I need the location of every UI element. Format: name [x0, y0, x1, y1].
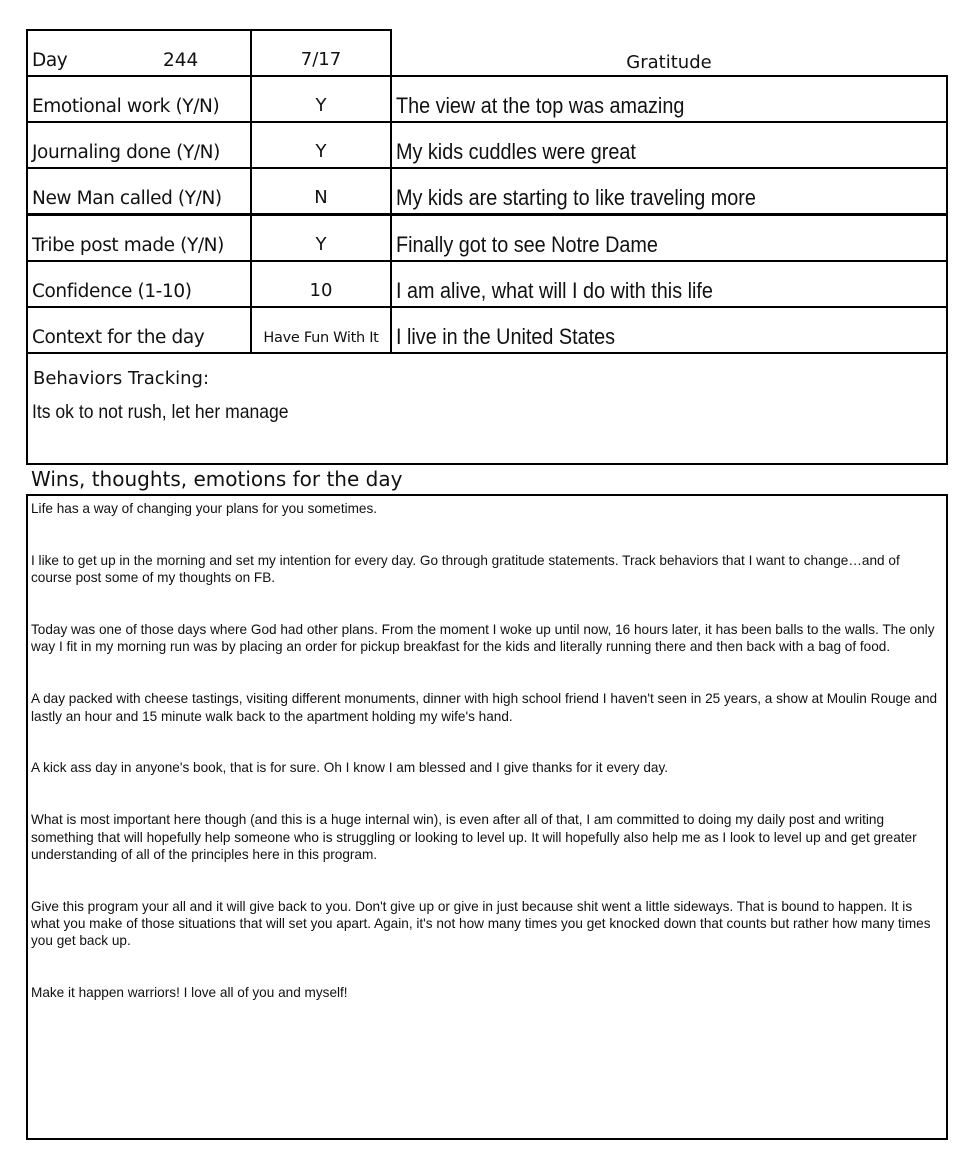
tracker-label-cell [26, 75, 252, 123]
behaviors-text[interactable]: Its ok to not rush, let her manage [32, 401, 289, 423]
gratitude-text[interactable]: I live in the United States [396, 324, 616, 349]
day-number: 244 [163, 50, 199, 71]
behaviors-tracking-box [26, 352, 948, 465]
tracker-label: Journaling done (Y/N) [32, 142, 220, 163]
day-label-cell [26, 29, 252, 77]
gratitude-cell[interactable] [390, 167, 948, 215]
gratitude-title: Gratitude [626, 52, 712, 73]
wins-paragraph: Today was one of those days where God had other plans. From the moment I woke up until now, 16 hours later, it has been balls to the walls. The only way I fit in my morning run was by placing an order for pickup breakfast for the kids and literally running there and then back with a bag of food. [31, 622, 935, 655]
tracker-label-cell [26, 306, 252, 354]
tracker-label: Confidence (1-10) [32, 281, 192, 302]
tracker-value[interactable]: Y [315, 95, 327, 116]
gratitude-cell[interactable] [390, 260, 948, 308]
wins-paragraph: A day packed with cheese tastings, visiting different monuments, dinner with high school friend I haven't seen in 25 years, a show at Moulin Rouge and lastly an hour and 15 minute walk back to the apartment holding my wife's hand. [31, 691, 938, 724]
tracker-label-cell [26, 214, 252, 262]
tracker-label: New Man called (Y/N) [32, 188, 222, 209]
tracker-label-cell [26, 121, 252, 169]
gratitude-cell[interactable] [390, 121, 948, 169]
tracker-value[interactable]: Y [315, 141, 327, 162]
wins-paragraph: A kick ass day in anyone's book, that is for sure. Oh I know I am blessed and I give thanks for it every day. [31, 760, 669, 776]
wins-paragraph: Give this program your all and it will give back to you. Don't give up or give in just because shit went a little sideways. That is bound to happen. It is what you make of those situations that will set you apart. Again, it's not how many times you get knocked down that counts but rather how many times you get back up. [31, 898, 931, 949]
tracker-value[interactable]: Have Fun With It [263, 330, 379, 346]
gratitude-text[interactable]: Finally got to see Notre Dame [396, 232, 658, 257]
tracker-value[interactable]: 10 [309, 280, 333, 301]
tracker-value-cell[interactable] [250, 167, 392, 215]
wins-title: Wins, thoughts, emotions for the day [31, 467, 403, 491]
tracker-label: Emotional work (Y/N) [32, 96, 220, 117]
date-cell [250, 29, 392, 77]
tracker-label: Context for the day [32, 327, 205, 348]
wins-paragraph: What is most important here though (and this is a huge internal win), is even after all of that, I am committed to doing my daily post and writing something that will hopefully help someone who is struggling or looking to level up. It will hopefully also help me as I look to level up and get greater understanding of all of the principles here in this program. [31, 812, 917, 862]
wins-text-box[interactable] [26, 494, 948, 1140]
day-label: Day [32, 50, 68, 71]
tracker-value-cell[interactable] [250, 306, 392, 354]
wins-paragraph: I like to get up in the morning and set my intention for every day. Go through gratitude statements. Track behaviors that I want to change…and of course post some of my thoughts on FB. [31, 552, 900, 586]
gratitude-text[interactable]: I am alive, what will I do with this life [396, 278, 713, 303]
date-value: 7/17 [300, 49, 342, 70]
tracker-value-cell[interactable] [250, 75, 392, 123]
wins-paragraph: Life has a way of changing your plans for you sometimes. [31, 501, 378, 516]
tracker-value[interactable]: Y [315, 234, 327, 255]
tracker-value[interactable]: N [314, 187, 328, 208]
tracker-label-cell [26, 260, 252, 308]
tracker-value-cell[interactable] [250, 260, 392, 308]
wins-paragraph: Make it happen warriors! I love all of you and myself! [31, 985, 348, 1001]
gratitude-text[interactable]: My kids cuddles were great [396, 139, 636, 164]
gratitude-cell[interactable] [390, 306, 948, 354]
gratitude-text[interactable]: The view at the top was amazing [396, 93, 685, 118]
tracker-value-cell[interactable] [250, 214, 392, 262]
tracker-label: Tribe post made (Y/N) [32, 235, 224, 256]
gratitude-header [390, 29, 948, 77]
behaviors-title: Behaviors Tracking: [33, 368, 210, 389]
tracker-label-cell [26, 167, 252, 215]
gratitude-cell[interactable] [390, 214, 948, 262]
gratitude-text[interactable]: My kids are starting to like traveling more [396, 185, 756, 210]
tracker-value-cell[interactable] [250, 121, 392, 169]
gratitude-cell[interactable] [390, 75, 948, 123]
